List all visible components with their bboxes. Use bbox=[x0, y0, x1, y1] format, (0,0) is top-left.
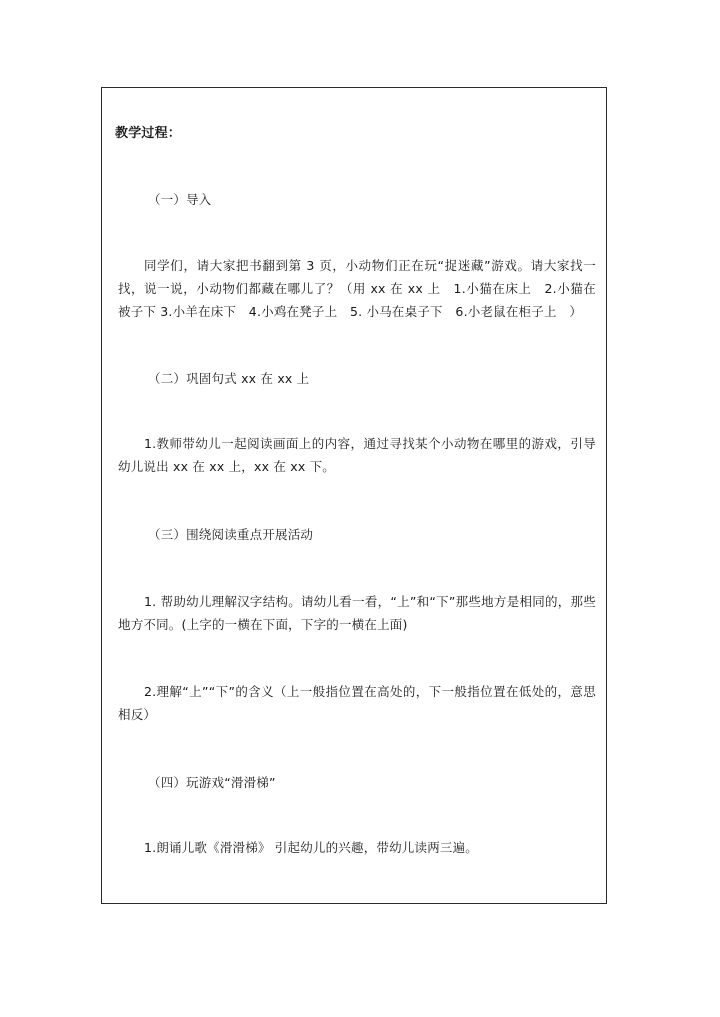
sentence-pattern-paragraph: 1.教师带幼儿一起阅读画面上的内容，通过寻找某个小动物在哪里的游戏，引导幼儿说出 xx 在 xx 上，xx 在 xx 下。 bbox=[118, 436, 596, 474]
character-structure-paragraph: 1. 帮助幼儿理解汉字结构。请幼儿看一看，“上”和“下”那些地方是相同的，那些地方不同。(上字的一横在下面，下字的一横在上面) bbox=[118, 594, 596, 632]
section-heading-intro: （一）导入 bbox=[148, 192, 212, 207]
intro-paragraph: 同学们，请大家把书翻到第 3 页，小动物们正在玩“捉迷藏”游戏。请大家找一找，说一说，小动物们都藏在哪儿了？（用 xx 在 xx 上 1.小猫在床上 2.小猫在被子下 3.小羊在床下 4.小鸡在凳子上 5. 小马在桌子下 6.小老鼠在柜子上 ） bbox=[118, 258, 596, 319]
section-heading-sentence-pattern: （二）巩固句式 xx 在 xx 上 bbox=[148, 371, 310, 386]
document-frame bbox=[101, 87, 607, 904]
meaning-paragraph: 2.理解“上”“下”的含义（上一般指位置在高处的，下一般指位置在低处的，意思相反） bbox=[118, 684, 596, 722]
slide-game-paragraph: 1.朗诵儿歌《滑滑梯》 引起幼儿的兴趣，带幼儿读两三遍。 bbox=[144, 840, 479, 855]
section-heading-reading-activity: （三）围绕阅读重点开展活动 bbox=[148, 527, 314, 542]
document-title: 教学过程： bbox=[115, 126, 182, 141]
section-heading-slide-game: （四）玩游戏“滑滑梯” bbox=[148, 775, 276, 790]
